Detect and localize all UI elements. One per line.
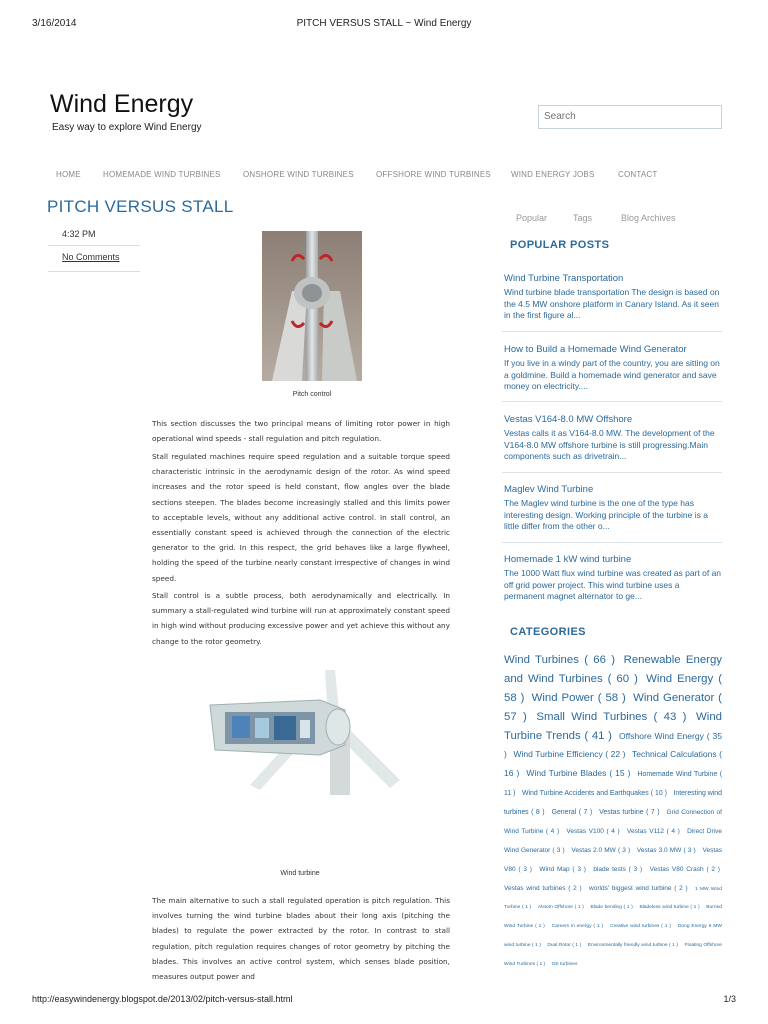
post-paragraph: The main alternative to such a stall regulated operation is pitch regulation. This involves turning the wind turbine blades about their long axis (pitching the blades) to regulate the power extracted by the rotor. In contrast to stall regulation, pitch regulation requires changes of rotor geometry by pitching the blades. This involves an active control system, which senses blade position, measures output power and [152, 896, 450, 982]
popular-post-title[interactable]: How to Build a Homemade Wind Generator [504, 344, 687, 355]
category-link[interactable]: Grid Connection of Wind Turbine ( 4 ) [504, 809, 722, 835]
category-link[interactable]: Wind Turbine Efficiency ( 22 ) [513, 749, 626, 760]
pitch-control-image [262, 231, 362, 381]
category-link[interactable]: Offshore Wind Energy ( 35 ) [504, 730, 723, 760]
print-date: 3/16/2014 [32, 18, 77, 29]
comments-link[interactable]: No Comments [62, 252, 120, 262]
popular-post-snippet: The 1000 Watt flux wind turbine was created as part of an off grid power project. This wind turbine uses a permanent magnet alternator to ge... [504, 568, 722, 602]
popular-post-snippet: Vestas calls it as V164-8.0 MW. The development of the V164-8.0 MW offshore turbine is still progressing.Main components such as drivetrain... [504, 428, 715, 462]
category-link[interactable]: Small Wind Turbines ( 43 ) [536, 710, 687, 723]
category-link[interactable]: Dong Energy 6 MW wind turbine ( 1 ) [504, 924, 722, 949]
nav-item-home[interactable]: HOME [56, 170, 81, 179]
category-link[interactable]: GE turbines [551, 962, 578, 967]
wind-turbine-image [200, 660, 400, 795]
category-link[interactable]: Direct Drive Wind Generator ( 3 ) [504, 827, 723, 854]
search-input[interactable] [539, 107, 719, 127]
category-link[interactable]: Vestas wind turbines ( 2 ) [504, 884, 582, 892]
category-link[interactable]: Alstom Offshore ( 1 ) [537, 905, 584, 911]
tab-blog-archives[interactable]: Blog Archives [621, 213, 676, 223]
category-link[interactable]: Careers in energy ( 1 ) [551, 924, 604, 930]
category-link[interactable]: Homemade Wind Turbine ( 11 ) [504, 771, 723, 798]
category-cloud [504, 650, 722, 971]
meta-divider [48, 245, 140, 246]
main-nav [0, 170, 768, 182]
category-link[interactable]: Burned Wind Turbine ( 1 ) [504, 905, 723, 930]
category-link[interactable]: Vestas 3.0 MW ( 3 ) [636, 846, 696, 854]
print-page-title: PITCH VERSUS STALL ~ Wind Energy [296, 18, 472, 29]
category-link[interactable]: Wind Power ( 58 ) [531, 691, 626, 704]
category-link[interactable]: Wind Map ( 3 ) [539, 865, 586, 873]
figure-caption: Pitch control [292, 391, 332, 398]
print-url: http://easywindenergy.blogspot.de/2013/02/pitch-versus-stall.html [32, 994, 293, 1004]
popular-post-title[interactable]: Maglev Wind Turbine [504, 484, 594, 495]
category-link[interactable]: Renewable Energy and Wind Turbines ( 60 ) [504, 654, 722, 685]
popular-post-snippet: If you live in a windy part of the country, you are sitting on a goldmine. Build a homemade wind generator and save money on electricity.... [504, 358, 720, 392]
nav-item-contact[interactable]: CONTACT [618, 170, 658, 179]
category-link[interactable]: Wind Turbines ( 66 ) [504, 654, 616, 666]
popular-post-divider [502, 542, 722, 543]
categories-heading: CATEGORIES [510, 626, 586, 638]
category-link[interactable]: Vestas turbine ( 7 ) [599, 809, 660, 816]
post-title[interactable]: PITCH VERSUS STALL [47, 197, 234, 216]
nav-item-homemade-wind-turbines[interactable]: HOMEMADE WIND TURBINES [103, 170, 221, 179]
search-box[interactable] [538, 105, 722, 129]
popular-post-divider [502, 331, 722, 332]
popular-post-divider [502, 472, 722, 473]
category-link[interactable]: Wind Turbine Trends ( 41 ) [504, 710, 722, 742]
category-link[interactable]: Creative wind turbines ( 1 ) [610, 924, 671, 930]
category-link[interactable]: Blade bending ( 1 ) [590, 905, 633, 911]
post-time: 4:32 PM [62, 229, 96, 239]
site-title[interactable]: Wind Energy [50, 90, 194, 118]
category-link[interactable]: Floating Offshore Wind Turbines ( 1 ) [504, 943, 722, 967]
category-link[interactable]: Technical Calculations ( 16 ) [504, 749, 722, 779]
category-link[interactable]: Vestas V100 ( 4 ) [566, 827, 620, 835]
figure-caption: Wind turbine [280, 870, 320, 877]
category-link[interactable]: Wind Generator ( 57 ) [504, 691, 722, 723]
popular-post-divider [502, 401, 722, 402]
popular-post-title[interactable]: Homemade 1 kW wind turbine [504, 554, 632, 565]
nav-item-wind-energy-jobs[interactable]: WIND ENERGY JOBS [511, 170, 595, 179]
category-link[interactable]: blade tests ( 3 ) [593, 865, 643, 873]
post-paragraph: This section discusses the two principal means of limiting rotor power in high operational wind speeds - stall regulation and pitch regulation. [152, 419, 450, 444]
category-link[interactable]: Vestas V112 ( 4 ) [627, 827, 680, 835]
tab-tags[interactable]: Tags [573, 213, 593, 223]
category-link[interactable]: Environmentally friendly wind turbine ( 1 ) [587, 943, 678, 949]
print-page-number: 1/3 [723, 994, 736, 1004]
nav-item-offshore-wind-turbines[interactable]: OFFSHORE WIND TURBINES [376, 170, 491, 179]
category-link[interactable]: Wind Turbine Blades ( 15 ) [526, 768, 631, 779]
category-link[interactable]: Dual Rotor ( 1 ) [547, 943, 582, 949]
category-link[interactable]: 1 MW Wind Turbine ( 1 ) [504, 886, 723, 911]
category-link[interactable]: Interesting wind turbines ( 8 ) [504, 790, 722, 816]
tab-popular[interactable]: Popular [516, 213, 548, 223]
meta-divider [48, 271, 140, 272]
category-link[interactable]: General ( 7 ) [551, 809, 593, 816]
popular-post-title[interactable]: Wind Turbine Transportation [504, 273, 624, 284]
category-link[interactable]: Vestas V80 Crash ( 2 ) [649, 865, 720, 873]
post-paragraph: Stall regulated machines require speed regulation and a suitable torque speed characteristic intrinsic in the aerodynamic design of the rotor. As wind speed increases and the rotor speed is held constant, flow angles over the blade sections steepen. The blades become increasingly stalled and this limits power to acceptable levels, without any additional active control. In stall control, an essentially constant speed is achieved through the connection of the electric generator to the grid. In this respect, the grid behaves like a large flywheel, holding the speed of the turbine nearly constant irrespective of changes in wind speed. [152, 452, 450, 583]
popular-post-snippet: Wind turbine blade transportation The design is based on the 4.5 MW onshore platform in Canary Island. As it seen in the first figure al... [504, 287, 720, 321]
category-link[interactable]: Vestas V80 ( 3 ) [504, 846, 723, 873]
popular-post-title[interactable]: Vestas V164-8.0 MW Offshore [504, 414, 633, 425]
popular-post-snippet: The Maglev wind turbine is the one of the type has interesting design. Working principle of the turbine is a little differ from the other o... [504, 498, 708, 532]
category-link[interactable]: Vestas 2.0 MW ( 3 ) [571, 846, 631, 854]
category-link[interactable]: worlds' biggest wind turbine ( 2 ) [589, 884, 688, 892]
category-link[interactable]: Bladeless wind turbine ( 1 ) [639, 905, 700, 911]
post-paragraph: Stall control is a subtle process, both aerodynamically and electrically. In summary a stall-regulated wind turbine will run at approximately constant speed in high wind without producing excessive power and yet achieve this without any change to the rotor geometry. [152, 591, 450, 646]
popular-posts-heading: POPULAR POSTS [510, 239, 610, 251]
site-tagline: Easy way to explore Wind Energy [52, 122, 202, 133]
category-link[interactable]: Wind Energy ( 58 ) [504, 672, 722, 704]
category-link[interactable]: Wind Turbine Accidents and Earthquakes ( 10 ) [521, 790, 667, 798]
nav-item-onshore-wind-turbines[interactable]: ONSHORE WIND TURBINES [243, 170, 354, 179]
